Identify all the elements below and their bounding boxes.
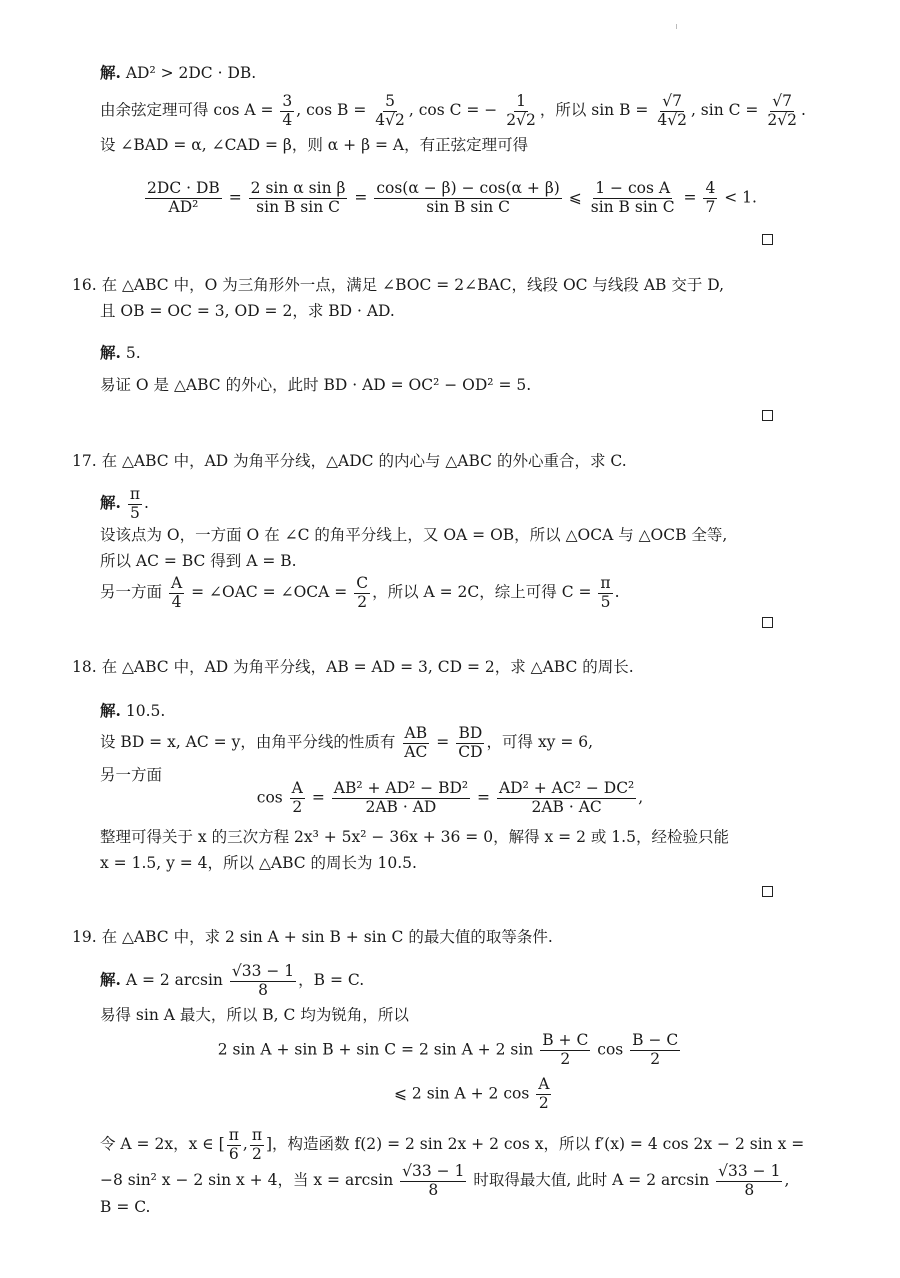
answer-label: 解. xyxy=(100,970,121,989)
numerator: 3 xyxy=(282,91,293,110)
p17-solution-line1: 设该点为 O，一方面 O 在 ∠C 的角平分线上，又 OA = OB，所以 △OCA 与 △OCB 全等, xyxy=(100,526,728,544)
denominator: 2 xyxy=(292,797,303,816)
text: , xyxy=(638,788,644,807)
fraction xyxy=(456,725,484,762)
text: ，所以 sin B = xyxy=(539,101,649,119)
numerator: A xyxy=(170,573,183,592)
text: −8 sin² x − 2 sin x + 4，当 x = arcsin xyxy=(100,1171,394,1189)
qed-square-icon xyxy=(762,410,773,421)
qed-square-icon xyxy=(762,617,773,628)
text: , cos B = xyxy=(296,101,367,119)
p19-solution-line3 xyxy=(100,1160,790,1200)
p16-answer-line xyxy=(100,342,780,364)
answer-label: 解. xyxy=(100,63,121,82)
numerator: π xyxy=(228,1125,239,1144)
denominator: AC xyxy=(404,742,428,761)
denominator: 8 xyxy=(258,980,268,999)
text: ]，构造函数 f(2) = 2 sin 2x + 2 cos x，所以 f′(x) = 4 cos 2x − 2 sin x = xyxy=(266,1135,805,1153)
text: 令 A = 2x，x ∈ [ xyxy=(100,1135,225,1153)
fraction xyxy=(402,725,429,762)
denominator: 4 xyxy=(282,110,293,129)
p19-answer-line xyxy=(100,960,780,1000)
denominator: 6 xyxy=(228,1144,239,1163)
p17-question-line: 17. 在 △ABC 中，AD 为角平分线，△ADC 的内心与 △ABC 的外心重合，求 C. xyxy=(72,452,627,470)
numerator: B − C xyxy=(632,1031,679,1049)
fraction xyxy=(332,780,470,817)
text: cos xyxy=(597,1040,624,1059)
text: 设 BD = x, AC = y，由角平分线的性质有 xyxy=(100,733,396,751)
fraction xyxy=(655,93,689,130)
fraction xyxy=(765,93,799,130)
text: cos xyxy=(256,788,283,807)
fraction xyxy=(540,1032,590,1069)
numerator: √33 − 1 xyxy=(231,961,295,980)
denominator: 2 xyxy=(357,592,368,611)
fraction xyxy=(497,780,636,817)
fraction xyxy=(589,180,677,217)
numerator: A xyxy=(538,1075,550,1093)
fraction xyxy=(145,180,222,217)
fraction xyxy=(249,180,348,217)
numerator: √33 − 1 xyxy=(402,1161,465,1180)
fraction xyxy=(230,963,296,1000)
fraction xyxy=(374,180,562,217)
numerator: AD² + AC² − DC² xyxy=(498,779,635,797)
text: ，可得 xy = 6, xyxy=(486,733,594,751)
text: < 1. xyxy=(724,188,757,207)
p16-question-line2: 且 OB = OC = 3, OD = 2，求 BD · AD. xyxy=(100,302,395,320)
p18-display-equation xyxy=(0,780,900,817)
p15-cosine-line xyxy=(100,90,806,130)
p17-solution-line2: 所以 AC = BC 得到 A = B. xyxy=(100,552,297,570)
denominator: 8 xyxy=(428,1180,439,1199)
fraction xyxy=(354,575,370,612)
text: . xyxy=(800,101,806,119)
text: 2 sin A + sin B + sin C = 2 sin A + 2 sin xyxy=(217,1040,534,1059)
fraction xyxy=(400,1163,466,1200)
numerator: C xyxy=(356,573,369,592)
p15-display-equation xyxy=(0,180,900,217)
p19-question-line: 19. 在 △ABC 中，求 2 sin A + sin B + sin C 的最大值的取等条件. xyxy=(72,928,553,946)
answer-label: 解. xyxy=(100,493,121,512)
numerator: cos(α − β) − cos(α + β) xyxy=(376,179,560,197)
fraction xyxy=(598,575,612,612)
numerator: AB² + AD² − BD² xyxy=(333,779,469,797)
denominator: sin B sin C xyxy=(426,197,511,216)
fraction xyxy=(373,93,407,130)
denominator: 2 xyxy=(560,1049,571,1068)
equals-sign: = xyxy=(228,188,242,207)
numerator: A xyxy=(291,779,303,797)
p17-solution-line3 xyxy=(100,572,780,612)
p19-display-line2 xyxy=(394,1076,553,1113)
scan-mark xyxy=(676,24,677,29)
numerator: √33 − 1 xyxy=(718,1161,781,1180)
text: ，B = C. xyxy=(298,971,365,989)
qed-square-icon xyxy=(762,234,773,245)
numerator: B + C xyxy=(542,1031,589,1049)
text: . xyxy=(144,494,149,512)
p19-solution-line1: 易得 sin A 最大，所以 B, C 均为锐角，所以 xyxy=(100,1006,409,1024)
text: = ∠OAC = ∠OCA = xyxy=(191,583,348,601)
p16-solution-line: 易证 O 是 △ABC 的外心，此时 BD · AD = OC² − OD² = 5. xyxy=(100,376,532,394)
denominator: 2 xyxy=(538,1093,549,1112)
denominator: AD² xyxy=(168,197,199,216)
fraction xyxy=(703,180,717,217)
p18-solution-line1 xyxy=(100,722,780,762)
numerator: 2 sin α sin β xyxy=(250,179,346,197)
denominator: 8 xyxy=(744,1180,755,1199)
p15-answer-line xyxy=(100,62,780,84)
answer-text: AD² > 2DC · DB. xyxy=(125,64,257,82)
denominator: 2AB · AD xyxy=(365,797,437,816)
denominator: sin B sin C xyxy=(590,197,675,216)
text: , xyxy=(784,1171,790,1189)
p18-solution-line4: x = 1.5, y = 4，所以 △ABC 的周长为 10.5. xyxy=(100,854,417,872)
fraction xyxy=(128,486,142,523)
text: 由余弦定理可得 cos A = xyxy=(100,101,274,119)
text: 时取得最大值, 此时 A = 2 arcsin xyxy=(473,1171,710,1189)
numerator: π xyxy=(600,573,611,592)
le-sign: ⩽ xyxy=(568,188,582,207)
numerator: 1 xyxy=(516,91,526,110)
numerator: √7 xyxy=(772,91,793,110)
equals-sign: = xyxy=(354,188,368,207)
denominator: 4√2 xyxy=(657,110,687,129)
denominator: CD xyxy=(458,742,483,761)
p18-solution-line3: 整理可得关于 x 的三次方程 2x³ + 5x² − 36x + 36 = 0，解得 x = 2 或 1.5，经检验只能 xyxy=(100,828,729,846)
qed-square-icon xyxy=(762,886,773,897)
denominator: 7 xyxy=(705,197,716,216)
denominator: 2√2 xyxy=(506,110,536,129)
numerator: 2DC · DB xyxy=(147,179,220,197)
equals-sign: = xyxy=(436,733,450,751)
denominator: 2 xyxy=(251,1144,262,1163)
numerator: π xyxy=(251,1125,262,1144)
p17-answer-line xyxy=(100,484,780,522)
numerator: 4 xyxy=(705,179,716,197)
numerator: √7 xyxy=(662,91,683,110)
fraction xyxy=(536,1076,551,1113)
fraction xyxy=(504,93,538,130)
fraction xyxy=(250,1127,264,1164)
denominator: sin B sin C xyxy=(256,197,340,216)
numerator: π xyxy=(129,484,141,503)
text: ，所以 A = 2C，综上可得 C = xyxy=(372,583,592,601)
text: , xyxy=(242,1135,248,1153)
denominator: 2√2 xyxy=(767,110,797,129)
denominator: 5 xyxy=(130,503,140,522)
equals-sign: = xyxy=(683,188,697,207)
fraction xyxy=(280,93,294,130)
numerator: AB xyxy=(404,723,428,742)
fraction xyxy=(716,1163,782,1200)
text: 另一方面 xyxy=(100,583,163,601)
p16-question-line1: 16. 在 △ABC 中，O 为三角形外一点，满足 ∠BOC = 2∠BAC，线段 OC 与线段 AB 交于 D, xyxy=(72,276,725,294)
equals-sign: = xyxy=(311,788,325,807)
text: , cos C = − xyxy=(408,101,498,119)
numerator: 1 − cos A xyxy=(595,179,671,197)
p19-solution-line4: B = C. xyxy=(100,1198,151,1216)
fraction xyxy=(227,1127,241,1164)
answer-label: 解. xyxy=(100,343,121,362)
denominator: 4√2 xyxy=(375,110,405,129)
fraction xyxy=(630,1032,680,1069)
text: . xyxy=(614,583,620,601)
text: , sin C = xyxy=(690,101,759,119)
p19-display-line1 xyxy=(0,1032,900,1069)
numerator: 5 xyxy=(385,91,395,110)
denominator: 4 xyxy=(171,592,182,611)
answer-label: 解. xyxy=(100,701,121,720)
equals-sign: = xyxy=(477,788,491,807)
numerator: BD xyxy=(458,723,483,742)
p15-setup-line: 设 ∠BAD = α, ∠CAD = β，则 α + β = A，有正弦定理可得 xyxy=(100,136,529,154)
p18-answer-line xyxy=(100,700,780,722)
text: A = 2 arcsin xyxy=(125,971,223,989)
fraction xyxy=(169,575,184,612)
fraction xyxy=(290,780,305,817)
denominator: 2 xyxy=(650,1049,661,1068)
answer-text: 10.5. xyxy=(125,702,166,720)
answer-text: 5. xyxy=(125,344,141,362)
text: ⩽ 2 sin A + 2 cos xyxy=(394,1084,530,1103)
denominator: 5 xyxy=(600,592,611,611)
p18-solution-line2: 另一方面 xyxy=(100,766,163,784)
p18-question-line: 18. 在 △ABC 中，AD 为角平分线，AB = AD = 3, CD = 2，求 △ABC 的周长. xyxy=(72,658,634,676)
denominator: 2AB · AC xyxy=(531,797,602,816)
p19-solution-line2 xyxy=(100,1124,805,1164)
